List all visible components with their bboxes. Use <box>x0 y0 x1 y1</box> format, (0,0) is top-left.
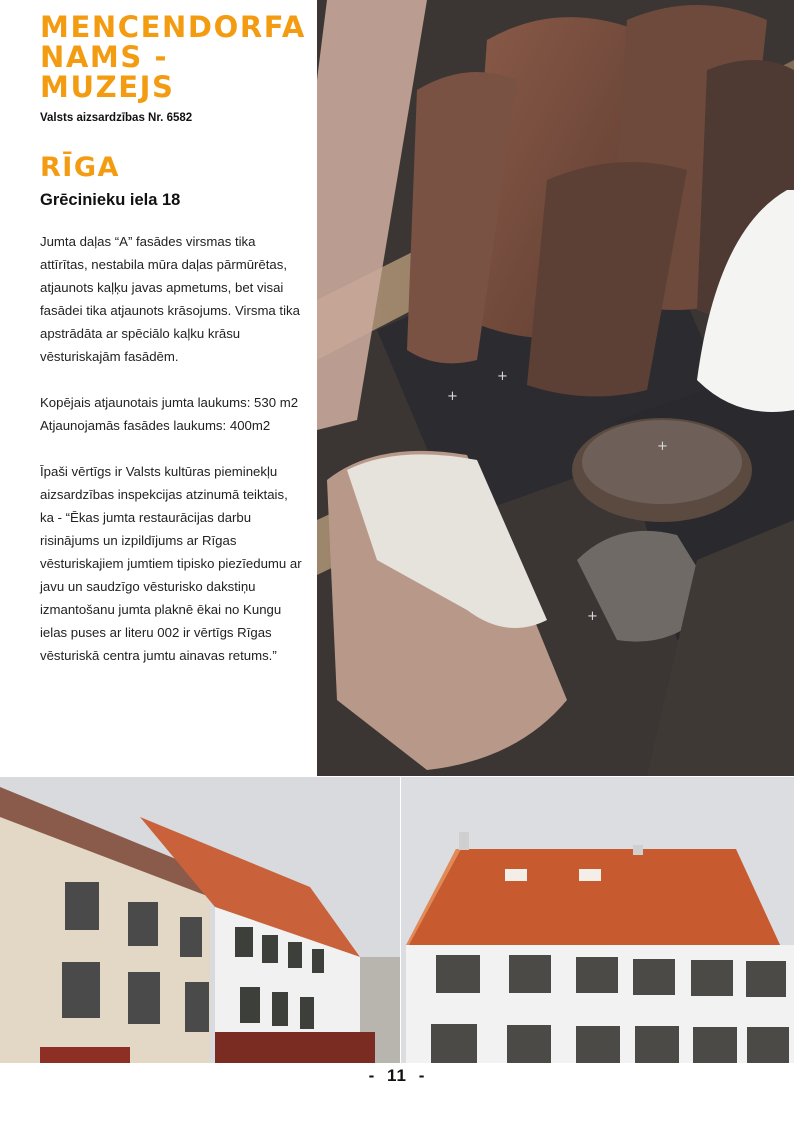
roof-work-photo <box>317 0 794 776</box>
paragraph-roof-area: Kopējais atjaunotais jumta laukums: 530 m2 <box>40 395 299 410</box>
title-line-2: NAMS - MUZEJS <box>40 40 175 104</box>
street-view-photo <box>0 777 400 1063</box>
street-view-illustration <box>0 777 400 1063</box>
svg-text:+: + <box>587 609 598 624</box>
protection-number: Valsts aizsardzības Nr. 6582 <box>40 112 193 124</box>
city-heading: RĪGA <box>40 152 120 183</box>
body-text <box>40 230 302 667</box>
svg-text:+: + <box>497 369 508 384</box>
roof-work-illustration <box>317 0 794 776</box>
facade-illustration <box>401 777 794 1063</box>
facade-photo <box>401 777 794 1063</box>
address: Grēcinieku iela 18 <box>40 191 181 209</box>
paragraph-inspection-quote: Īpaši vērtīgs ir Valsts kultūras pieminekļu aizsardzības inspekcijas atzinumā teiktais, ka - “Ēkas jumta restaurācijas darbu risinājums un izpildījums ar Rīgas vēsturiskajiem jumtiem tipisko piezīedumu ar javu un saudzīgo vēsturisko dakstiņu izmantošanu jumta plaknē ēkai no Kungu ielas puses ar literu 002 ir vērtīgs Rīgas vēsturiskā centra jumtu ainavas retums.” <box>40 464 302 663</box>
text-column <box>40 10 306 690</box>
page-title <box>40 10 306 104</box>
title-line-1: MENCENDORFA <box>40 10 306 44</box>
svg-text:+: + <box>657 439 668 454</box>
page-number: - 11 - <box>368 1066 426 1085</box>
svg-text:+: + <box>447 389 458 404</box>
paragraph-facade-area: Atjaunojamās fasādes laukums: 400m2 <box>40 418 271 433</box>
paragraph-restoration: Jumta daļas “A” fasādes virsmas tika attīrītas, nestabila mūra daļas pārmūrētas, atjaunots kaļķu javas apmetums, bet visai fasādei tika atjaunots krāsojums. Virsma tika apstrādāta ar spēciālo kaļku krāsu vēsturiskajām fasādēm. <box>40 234 300 364</box>
